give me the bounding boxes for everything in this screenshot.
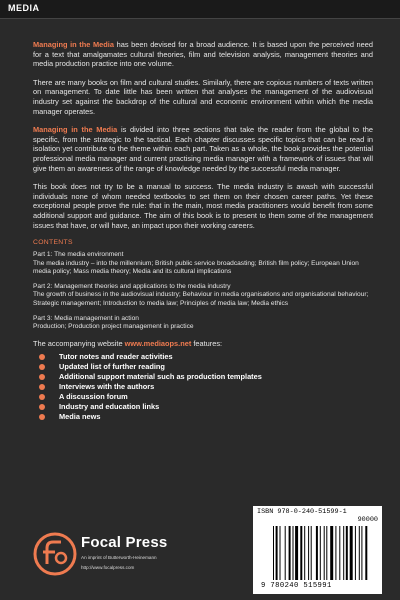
barcode-panel xyxy=(253,506,382,594)
feature-item xyxy=(39,392,373,402)
feature-item xyxy=(39,412,373,422)
barcode-bar xyxy=(293,526,294,580)
barcode-bar xyxy=(300,526,302,580)
intro-paragraph-1-text: has been devised for a broad audience. It is based upon the perceived need for a text that amalgamates cultural theories, film and television analysis, management theories and media production practice into one volume. xyxy=(33,40,373,69)
price-code: 90000 xyxy=(357,516,378,524)
bullet-icon xyxy=(39,354,45,360)
part-1-title: Part 1: The media environment xyxy=(33,251,124,259)
part-3-title: Part 3: Media management in action xyxy=(33,314,139,322)
barcode-bar xyxy=(343,526,344,580)
feature-item xyxy=(39,402,373,412)
book-title-highlight: Managing in the Media xyxy=(33,40,114,49)
barcode-bar xyxy=(280,526,281,580)
category-label: MEDIA xyxy=(8,3,40,13)
barcode-bar xyxy=(324,526,325,580)
barcode-bar xyxy=(285,526,286,580)
contents-heading: CONTENTS xyxy=(33,239,73,247)
intro-paragraph-3 xyxy=(33,125,373,173)
feature-label: Additional support material such as production templates xyxy=(59,371,262,381)
feature-item xyxy=(39,372,373,382)
website-intro xyxy=(33,339,373,348)
barcode-bar xyxy=(350,526,353,580)
barcode-bar xyxy=(308,526,309,580)
feature-label: Interviews with the authors xyxy=(59,381,155,391)
barcode-bar xyxy=(295,526,298,580)
barcode-bar xyxy=(330,526,333,580)
publisher-block xyxy=(33,532,213,592)
bullet-icon xyxy=(39,364,45,370)
website-link[interactable]: www.mediaops.net xyxy=(124,338,192,348)
bullet-icon xyxy=(39,394,45,400)
feature-item xyxy=(39,362,373,372)
barcode-bar xyxy=(326,526,327,580)
barcode-bar xyxy=(320,526,321,580)
barcode-bar xyxy=(273,526,274,580)
barcode-bar xyxy=(359,526,360,580)
feature-label: Industry and education links xyxy=(59,401,160,411)
barcode-bar xyxy=(365,526,367,580)
bullet-icon xyxy=(39,404,45,410)
website-intro-after: features: xyxy=(191,338,223,348)
top-band xyxy=(0,0,400,19)
bullet-icon xyxy=(39,374,45,380)
barcode-bar xyxy=(289,526,291,580)
bullet-icon xyxy=(39,414,45,420)
feature-label: Tutor notes and reader activities xyxy=(59,351,173,361)
feature-label: Updated list of further reading xyxy=(59,361,165,371)
barcode-bar xyxy=(276,526,278,580)
intro-paragraph-2: There are many books on film and cultural studies. Similarly, there are copious numbers of texts written on management. To date little has been written that analyses the management of the audiovisual industry set against the backdrop of the cultural and economic environment within which the media manager operates. xyxy=(33,77,373,116)
part-2-title: Part 2: Management theories and applications to the media industry xyxy=(33,282,231,290)
barcode-number: 9 780240 515991 xyxy=(261,582,332,590)
barcode-bar xyxy=(311,526,312,580)
focal-press-logo-icon xyxy=(33,532,77,576)
barcode-icon xyxy=(273,526,377,580)
blurb-content xyxy=(33,40,373,422)
publisher-url[interactable]: http://www.focalpress.com xyxy=(81,565,135,570)
feature-label: A discussion forum xyxy=(59,391,128,401)
part-2-body: The growth of business in the audiovisual industry; Behaviour in media organisations and organisational behaviour; Strategic management; Introduction to media law; Principles of media law; Media ethics xyxy=(33,291,369,308)
barcode-bar xyxy=(339,526,340,580)
part-1-body: The media industry – into the millennium; British public service broadcasting; British film policy; European Union media policy; Mass media theory; Media and its cultural implications xyxy=(33,259,359,276)
barcode-bar xyxy=(355,526,356,580)
barcode-bar xyxy=(304,526,305,580)
bullet-icon xyxy=(39,384,45,390)
intro-paragraph-3-text: is divided into three sections that take the reader from the global to the specific, from the strategic to the tactical. Each chapter discusses specific topics that can be read in isolation yet contribute to the theme within each part. Taken as a whole, the book provides the potential professional media manager and current practising media manager with a framework of issues that will give them an awareness of the range of knowledge needed by the successful media manager. xyxy=(33,125,374,173)
intro-paragraph-4: This book does not try to be a manual to success. The media industry is awash with successful individuals none of whom needed textbooks to set them on their chosen career paths. Yet these exceptional people prove the rule: that in the main, most media practitioners would benefit from some additional support and guidance. The aim of this book is to present to them some of the management issues that have, or will have, an impact upon their working careers. xyxy=(33,182,373,230)
barcode-bar xyxy=(346,526,348,580)
feature-item xyxy=(39,352,373,362)
barcode-bar xyxy=(335,526,336,580)
feature-item xyxy=(39,382,373,392)
isbn-text: ISBN 978-0-240-51599-1 xyxy=(257,508,347,516)
barcode-bar xyxy=(316,526,318,580)
intro-paragraph-1 xyxy=(33,40,373,69)
website-features-list xyxy=(33,352,373,422)
part-3-body: Production; Production project management in practice xyxy=(33,323,194,331)
barcode-bar xyxy=(361,526,362,580)
publisher-imprint: An imprint of Butterworth-Heinemann xyxy=(81,555,157,560)
website-intro-before: The accompanying website xyxy=(33,338,125,348)
feature-label: Media news xyxy=(59,411,101,421)
book-title-highlight-2: Managing in the Media xyxy=(33,125,118,135)
publisher-name: Focal Press xyxy=(81,534,168,551)
